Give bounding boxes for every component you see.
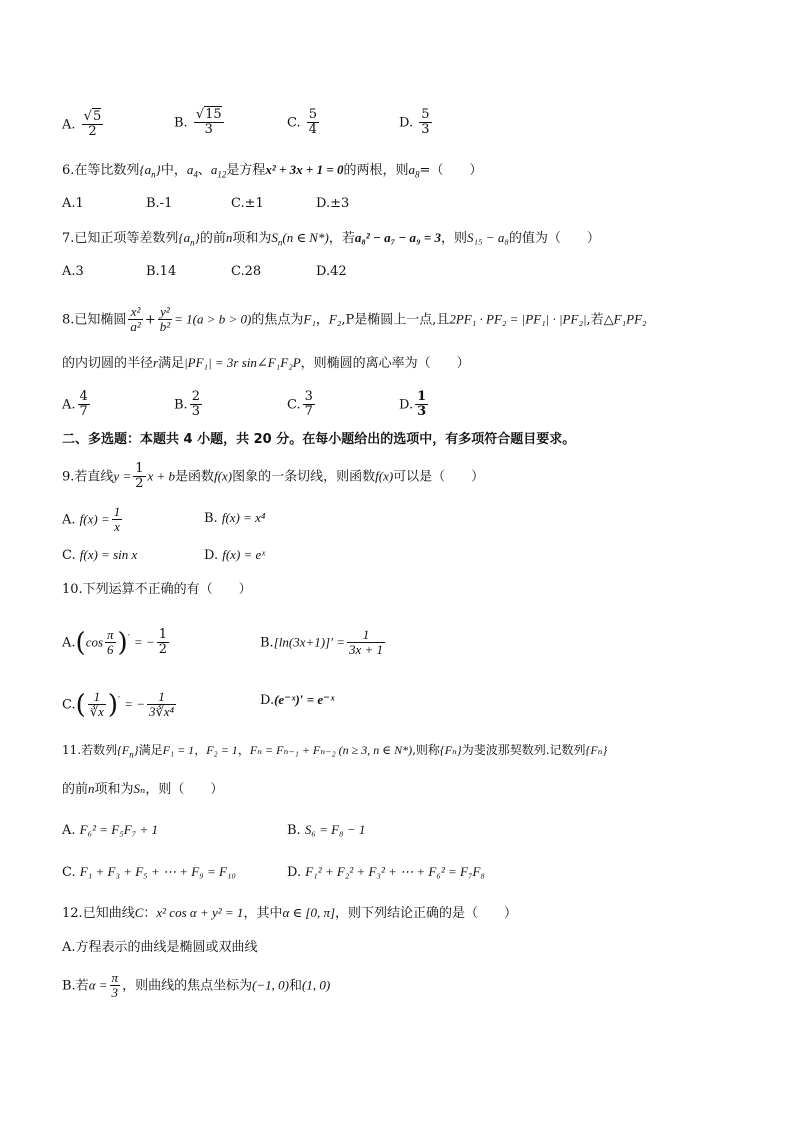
q12-stem: 12.已知曲线C：x² cos α + y² = 1，其中α ∈ [0, π]，则下列结论正确的是（ ）: [62, 905, 518, 921]
q5-option-b: B. $\frac{√15}{3}$: [174, 107, 222, 138]
q7-option-b: B.14: [146, 264, 177, 279]
q6-option-a: A.1: [62, 196, 84, 211]
q9-stem: 9.若直线y = $\frac{1}{2}$ x + b是函数f(x)图象的一条切线，则函数f(x)可以是（ ）: [62, 461, 485, 492]
q6-stem: 6.在等比数列$\{a_n\}$中，$a_4$、$a_{12}$是方程x² + 3x + 1 = 0的两根，则$a_8=$（ ）: [62, 162, 483, 180]
q10-option-a: A.(cos $\frac{\pi}{6}$ )′ = − $\frac{1}{2}$: [62, 627, 167, 658]
q8-option-a: A. $\frac{4}{7}$: [62, 389, 88, 420]
q10-option-b: B.[ln(3x+1)]′ = $\frac{1}{3x + 1}$: [260, 627, 384, 658]
q9-option-c: C. f(x) = sin x: [62, 547, 138, 563]
q9-option-a: A. f(x) = $\frac{1}{x}$: [62, 504, 121, 535]
q11-option-d: D. F₁² + F₂² + F₃² + ⋯ + F₆² = F₇F₈: [287, 864, 485, 880]
q8-stem-line1: 8.已知椭圆 $\frac{\text{x²}}{\text{a²}}$ + $\frac{\text{y²}}{\text{b²}}$ = 1(a > b > 0)的焦点为F₁，F₂,P是椭圆上一点,且2PF₁ · PF₂ = |PF₁| · |PF₂|,若△F₁PF₂: [62, 304, 647, 335]
q8-option-d: D. $\frac{1}{3}$: [399, 389, 427, 420]
q5-option-a: A. $\frac{√5}{2}$: [62, 109, 102, 140]
q7-option-d: D.42: [316, 264, 347, 279]
q5-option-c: C. $\frac{5}{4}$: [287, 107, 318, 138]
q11-option-b: B. S₆ = F₈ − 1: [287, 822, 366, 838]
q11-option-c: C. F₁ + F₃ + F₅ + ⋯ + F₉ = F₁₀: [62, 864, 236, 880]
q6-option-d: D.±3: [316, 196, 350, 211]
q5-option-d: D. $\frac{5}{3}$: [399, 107, 430, 138]
q10-option-c: C.( $\frac{1}{∛x}$ )′ = − $\frac{1}{\text{3∛x⁴}}$: [62, 689, 175, 720]
q10-stem: 10.下列运算不正确的有（ ）: [62, 582, 252, 597]
section-2-title: 二、多选题：本题共 4 小题，共 20 分。在每小题给出的选项中，有多项符合题目要求。: [62, 432, 576, 447]
q9-option-d: D. f(x) = eˣ: [204, 547, 265, 563]
q12-option-b: B.若α = $\frac{\pi}{3}$ ，则曲线的焦点坐标为(−1, 0)和(1, 0): [62, 970, 331, 1001]
q7-option-c: C.28: [231, 264, 262, 279]
q8-stem-line2: 的内切圆的半径r满足|PF₁| = 3r sin∠F₁F₂P，则椭圆的离心率为（ ）: [62, 355, 470, 371]
q7-option-a: A.3: [62, 264, 84, 279]
q12-option-a: A.方程表示的曲线是椭圆或双曲线: [62, 940, 258, 955]
q11-stem-line2: 的前n项和为Sₙ，则（ ）: [62, 781, 224, 797]
q7-stem: 7.已知正项等差数列$\{a_n\}$的前n项和为$S_n(n$ ∈ N*)，若a₈² − a₇ − a₉ = 3，则S₁₅ − a₈的值为（ ）: [62, 230, 600, 248]
q9-option-b: B. f(x) = x⁴: [204, 510, 266, 526]
q11-stem-line1: 11.若数列$\{F_n\}$满足F₁ = 1，F₂ = 1，Fₙ = Fₙ₋₁ + Fₙ₋₂ (n ≥ 3, n ∈ N*),则称{Fₙ}为斐波那契数列.记数列{Fₙ}: [62, 743, 608, 760]
q6-option-b: B.-1: [146, 196, 173, 211]
q8-option-c: C. $\frac{3}{7}$: [287, 389, 313, 420]
q6-option-c: C.±1: [231, 196, 264, 211]
q10-option-d: D.(e⁻ˣ)′ = e⁻ˣ: [260, 692, 335, 708]
q8-option-b: B. $\frac{2}{3}$: [174, 389, 200, 420]
q11-option-a: A. F₆² = F₅F₇ + 1: [62, 822, 158, 838]
